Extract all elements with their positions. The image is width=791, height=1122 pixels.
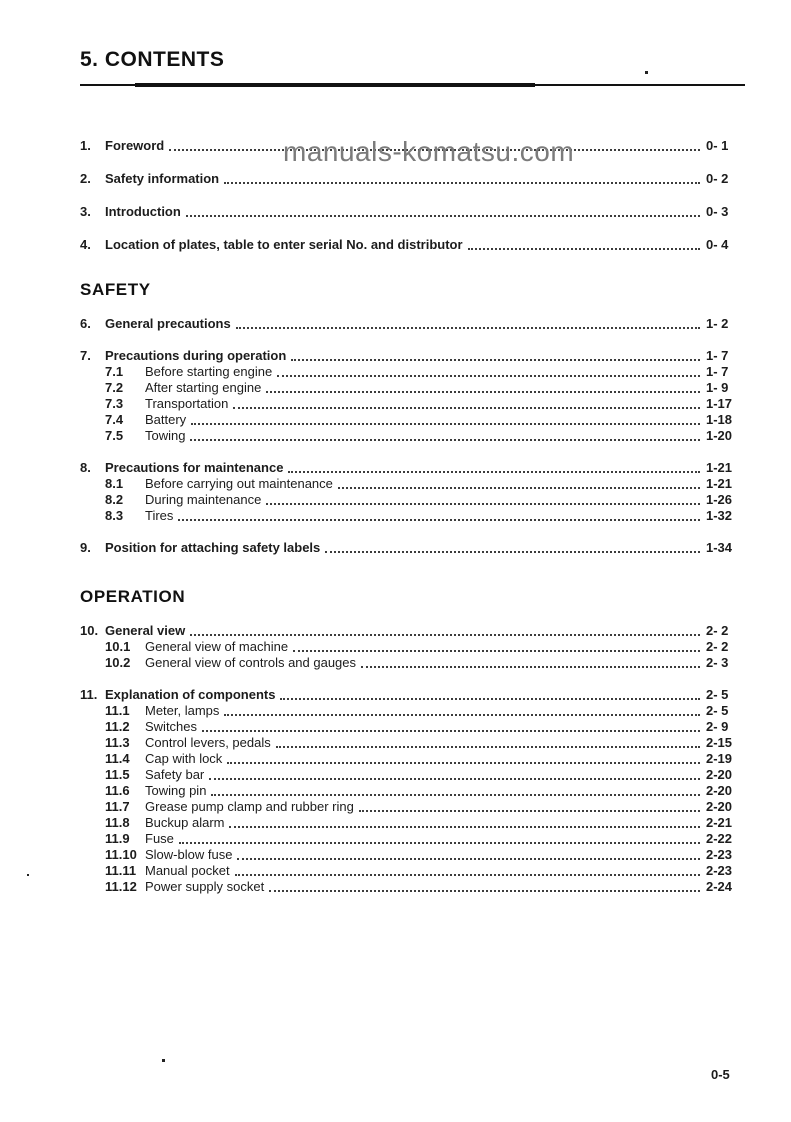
toc-page-number: 2-22: [706, 831, 733, 846]
toc-item-number: 7.4: [105, 412, 124, 427]
toc-page-number: 0- 1: [706, 138, 729, 153]
toc-item-number: 2.: [80, 171, 91, 186]
toc-subrow: [80, 428, 740, 444]
scan-artifact-dot: [645, 71, 648, 74]
toc-item-number: 11.: [80, 687, 98, 702]
dotted-leader: [269, 890, 700, 892]
dotted-leader: [191, 423, 700, 425]
dotted-leader: [233, 407, 700, 409]
toc-item-number: 11.6: [105, 783, 130, 798]
toc-page-number: 1-32: [706, 508, 733, 523]
toc-item-title: Before starting engine: [145, 364, 273, 379]
toc-row: [80, 687, 740, 703]
dotted-leader: [293, 650, 700, 652]
dotted-leader: [229, 826, 700, 828]
title-underline: [80, 84, 745, 86]
toc-item-number: 8.2: [105, 492, 124, 507]
toc-page-number: 2- 2: [706, 639, 729, 654]
toc-item-number: 10.2: [105, 655, 131, 670]
toc-item-number: 11.3: [105, 735, 130, 750]
toc-content: [80, 48, 740, 895]
toc-item-title: Switches: [145, 719, 198, 734]
toc-item-title: Location of plates, table to enter serial No. and distributor: [105, 237, 463, 252]
toc-subrow: [80, 863, 740, 879]
dotted-leader: [266, 391, 700, 393]
dotted-leader: [468, 248, 700, 250]
toc-item-number: 11.10: [105, 847, 137, 862]
watermark: manuals-komatsu.com: [283, 136, 575, 167]
toc-item-title: General view: [105, 623, 186, 638]
toc-subrow: [80, 767, 740, 783]
toc-subrow: [80, 831, 740, 847]
toc-item-number: 10.: [80, 623, 99, 638]
toc-item-title: Fuse: [145, 831, 174, 846]
toc-item-number: 7.2: [105, 380, 124, 395]
toc-subrow: [80, 412, 740, 428]
toc-item-title: Grease pump clamp and rubber ring: [145, 799, 354, 814]
toc-item-number: 1.: [80, 138, 91, 153]
toc-item-title: Control levers, pedals: [145, 735, 271, 750]
toc-page-number: 2-20: [706, 767, 733, 782]
dotted-leader: [186, 215, 700, 217]
toc-page-number: 2-23: [706, 863, 733, 878]
toc-page-number: 1-21: [706, 460, 733, 475]
toc-subrow: [80, 719, 740, 735]
toc-item-title: Safety bar: [145, 767, 205, 782]
toc-item-title: Power supply socket: [145, 879, 265, 894]
toc-row: [80, 540, 740, 556]
toc-item-title: Precautions during operation: [105, 348, 287, 363]
toc-item-number: 11.9: [105, 831, 130, 846]
toc-item-title: General precautions: [105, 316, 231, 331]
toc-page-number: 0- 3: [706, 204, 729, 219]
toc-page-number: 2-20: [706, 783, 733, 798]
toc-item-title: Towing pin: [145, 783, 207, 798]
toc-page-number: 2- 5: [706, 703, 729, 718]
toc-row: [80, 623, 740, 639]
toc-item-number: 11.12: [105, 879, 137, 894]
toc-item-title: Buckup alarm: [145, 815, 225, 830]
toc-item-number: 7.: [80, 348, 91, 363]
toc-item-title: Explanation of components: [105, 687, 276, 702]
toc-subrow: [80, 655, 740, 671]
toc-item-number: 11.11: [105, 863, 137, 878]
dotted-leader: [277, 375, 700, 377]
toc-subrow: [80, 703, 740, 719]
toc-page-number: 1-26: [706, 492, 733, 507]
toc-page-number: 2-24: [706, 879, 733, 894]
toc-item-number: 3.: [80, 204, 91, 219]
toc-page-number: 1- 7: [706, 348, 729, 363]
toc-page-number: 2-19: [706, 751, 733, 766]
toc-row: [80, 237, 740, 253]
toc-subrow: [80, 639, 740, 655]
toc-subrow: [80, 847, 740, 863]
dotted-leader: [280, 698, 700, 700]
dotted-leader: [361, 666, 700, 668]
toc-item-number: 8.1: [105, 476, 124, 491]
toc-item-title: Introduction: [105, 204, 181, 219]
toc-group: [80, 460, 740, 524]
toc-group: [80, 348, 740, 444]
toc-page-number: 0- 2: [706, 171, 729, 186]
toc-item-title: Battery: [145, 412, 187, 427]
page-title: 5. CONTENTS: [80, 48, 225, 71]
toc-item-title: Position for attaching safety labels: [105, 540, 321, 555]
dotted-leader: [209, 778, 700, 780]
toc-subrow: [80, 815, 740, 831]
toc-page-number: 2-20: [706, 799, 733, 814]
toc-row: [80, 171, 740, 187]
dotted-leader: [291, 359, 700, 361]
toc-group: [80, 687, 740, 895]
toc-item-title: General view of machine: [145, 639, 289, 654]
toc-item-number: 8.: [80, 460, 91, 475]
toc-subrow: [80, 364, 740, 380]
toc-page-number: 2- 3: [706, 655, 729, 670]
toc-item-number: 11.4: [105, 751, 130, 766]
toc-page-number: 2- 5: [706, 687, 729, 702]
toc-group: [80, 623, 740, 671]
toc-subrow: [80, 508, 740, 524]
dotted-leader: [266, 503, 700, 505]
toc-item-number: 7.3: [105, 396, 124, 411]
dotted-leader: [211, 794, 700, 796]
toc-item-title: Safety information: [105, 171, 220, 186]
toc-page-number: 0- 4: [706, 237, 729, 252]
toc-item-number: 7.1: [105, 364, 124, 379]
dotted-leader: [235, 874, 700, 876]
toc-row: [80, 316, 740, 332]
toc-item-title: Manual pocket: [145, 863, 230, 878]
toc-page-number: 2-23: [706, 847, 733, 862]
scan-artifact-dot: [162, 1059, 165, 1062]
dotted-leader: [237, 858, 700, 860]
dotted-leader: [178, 519, 700, 521]
toc-subrow: [80, 476, 740, 492]
toc-page-number: 2- 9: [706, 719, 729, 734]
toc-subrow: [80, 380, 740, 396]
toc-item-title: Slow-blow fuse: [145, 847, 233, 862]
toc-row: [80, 460, 740, 476]
toc-page-number: 2-15: [706, 735, 733, 750]
dotted-leader: [276, 746, 700, 748]
toc-page-number: 1- 9: [706, 380, 729, 395]
toc-item-title: Cap with lock: [145, 751, 223, 766]
toc-page-number: 1- 7: [706, 364, 729, 379]
dotted-leader: [179, 842, 700, 844]
toc-row: [80, 204, 740, 220]
dotted-leader: [227, 762, 700, 764]
dotted-leader: [224, 182, 700, 184]
toc-item-number: 11.8: [105, 815, 130, 830]
toc-subrow: [80, 751, 740, 767]
toc-item-number: 11.5: [105, 767, 130, 782]
toc-subrow: [80, 879, 740, 895]
toc-group: [80, 316, 740, 332]
dotted-leader: [202, 730, 700, 732]
toc-item-number: 9.: [80, 540, 91, 555]
toc-item-title: General view of controls and gauges: [145, 655, 357, 670]
toc-group: [80, 540, 740, 556]
toc-item-title: Foreword: [105, 138, 165, 153]
toc-item-title: During maintenance: [145, 492, 262, 507]
dotted-leader: [190, 634, 700, 636]
toc-item-number: 7.5: [105, 428, 124, 443]
toc-item-title: Transportation: [145, 396, 229, 411]
toc-subrow: [80, 735, 740, 751]
toc-item-number: 4.: [80, 237, 91, 252]
toc-page-number: 2- 2: [706, 623, 729, 638]
dotted-leader: [224, 714, 700, 716]
dotted-leader: [325, 551, 700, 553]
footer-page-number: 0-5: [711, 1067, 730, 1082]
section-heading-operation: OPERATION: [80, 587, 186, 606]
dotted-leader: [190, 439, 700, 441]
toc-item-title: Tires: [145, 508, 174, 523]
toc-item-title: Before carrying out maintenance: [145, 476, 333, 491]
toc-subrow: [80, 492, 740, 508]
toc-subrow: [80, 799, 740, 815]
toc-item-number: 11.7: [105, 799, 130, 814]
toc-item-number: 10.1: [105, 639, 131, 654]
toc-page-number: 1-18: [706, 412, 733, 427]
toc-item-number: 11.1: [105, 703, 130, 718]
toc-page-number: 1-17: [706, 396, 733, 411]
dotted-leader: [236, 327, 700, 329]
scan-artifact-dot: [27, 874, 29, 876]
toc-item-title: After starting engine: [145, 380, 262, 395]
title-underline-thick-segment: [135, 83, 535, 87]
toc-subrow: [80, 396, 740, 412]
toc-page-number: 1-21: [706, 476, 733, 491]
toc-item-number: 11.2: [105, 719, 130, 734]
dotted-leader: [359, 810, 700, 812]
toc-page-number: 1- 2: [706, 316, 729, 331]
toc-page-number: 1-20: [706, 428, 733, 443]
toc-subrow: [80, 783, 740, 799]
dotted-leader: [288, 471, 700, 473]
toc-item-number: 6.: [80, 316, 91, 331]
dotted-leader: [338, 487, 700, 489]
toc-page-number: 2-21: [706, 815, 733, 830]
toc-page-number: 1-34: [706, 540, 733, 555]
toc-item-number: 8.3: [105, 508, 124, 523]
toc-item-title: Precautions for maintenance: [105, 460, 284, 475]
toc-item-title: Towing: [145, 428, 186, 443]
toc-row: [80, 348, 740, 364]
toc-item-title: Meter, lamps: [145, 703, 220, 718]
section-heading-safety: SAFETY: [80, 280, 151, 299]
